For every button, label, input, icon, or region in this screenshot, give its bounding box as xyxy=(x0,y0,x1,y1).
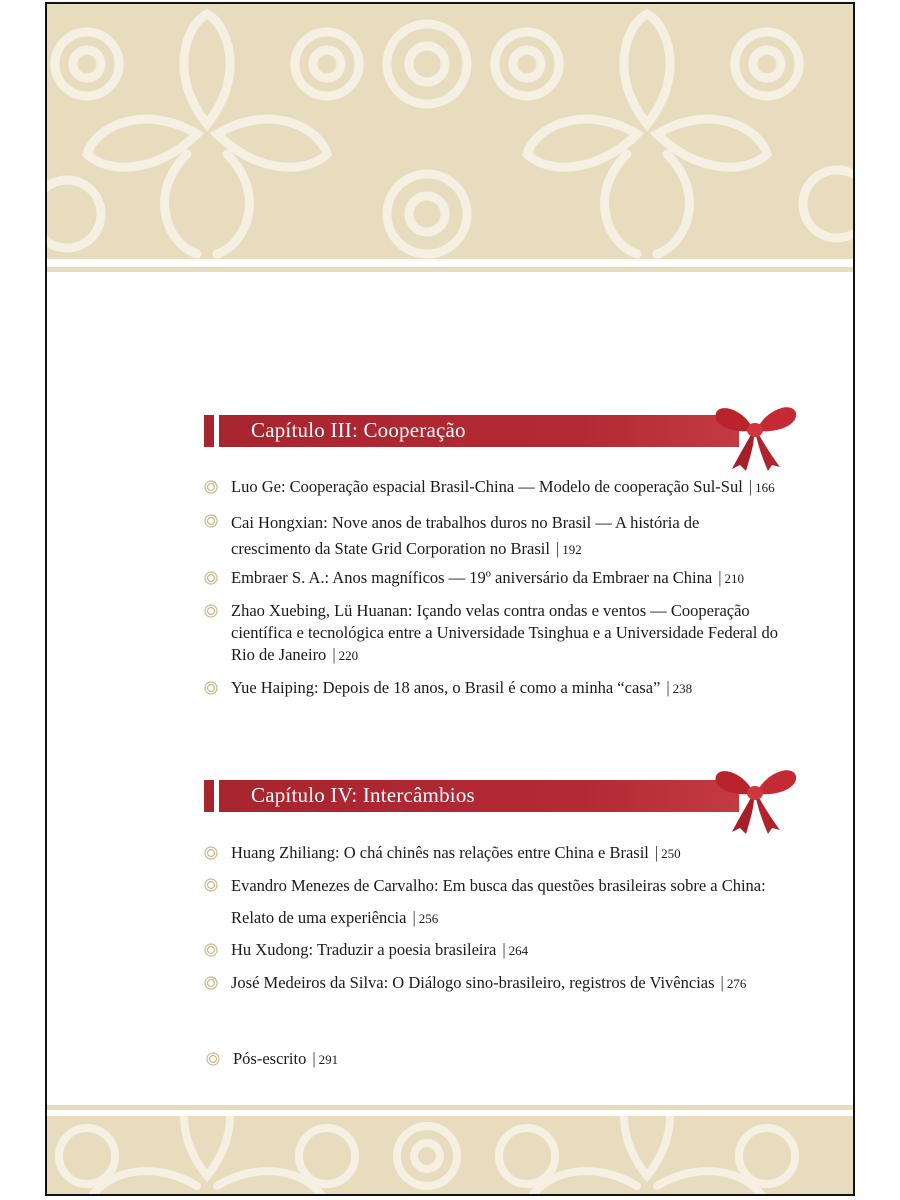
circle-bullet-icon xyxy=(204,976,218,990)
entry-title: Zhao Xuebing, Lü Huanan: Içando velas contra ondas e ventos — Cooperação científica e tecnológica entre a Universidade Tsinghua e a Universidade Federal do Rio de Janeiro xyxy=(231,601,778,664)
book-page xyxy=(45,2,855,1196)
separator: | xyxy=(332,645,336,664)
page-number: 264 xyxy=(508,943,529,958)
entry-title: Luo Ge: Cooperação espacial Brasil-China — Modelo de cooperação Sul-Sul xyxy=(231,477,743,496)
entry-title: Hu Xudong: Traduzir a poesia brasileira xyxy=(231,940,497,959)
separator: | xyxy=(312,1049,316,1068)
floral-pattern-bottom xyxy=(47,1116,853,1194)
circle-bullet-icon xyxy=(204,480,218,494)
page-number: 291 xyxy=(318,1052,339,1067)
chapter-header xyxy=(204,780,744,812)
ribbon-tab xyxy=(204,415,214,447)
separator: | xyxy=(654,843,659,862)
page-number: 256 xyxy=(418,911,439,926)
entry-title: José Medeiros da Silva: O Diálogo sino-brasileiro, registros de Vivências xyxy=(231,973,715,992)
separator: | xyxy=(748,477,753,496)
circle-bullet-icon xyxy=(204,878,218,892)
top-divider-stripe xyxy=(47,267,853,272)
circle-bullet-icon xyxy=(204,571,218,585)
chapter-title: Capítulo IV: Intercâmbios xyxy=(251,783,475,807)
bottom-ornament-band xyxy=(47,1116,853,1194)
page-number: 192 xyxy=(562,542,582,557)
circle-bullet-icon xyxy=(206,1052,220,1066)
entry-title: Pós-escrito xyxy=(233,1049,307,1068)
page-number: 166 xyxy=(755,480,775,495)
separator: | xyxy=(718,568,722,587)
separator: | xyxy=(502,940,506,959)
page-number: 210 xyxy=(724,571,745,586)
entry-title: Embraer S. A.: Anos magníficos — 19º aniversário da Embraer na China xyxy=(231,568,713,587)
chapter-header xyxy=(204,415,744,447)
circle-bullet-icon xyxy=(204,681,218,695)
entry-title: Evandro Menezes de Carvalho: Em busca das questões brasileiras sobre a China: Relato de uma experiência xyxy=(231,876,766,927)
circle-bullet-icon xyxy=(204,846,218,860)
floral-pattern-top xyxy=(47,4,853,259)
page-number: 276 xyxy=(726,976,747,991)
separator: | xyxy=(412,908,416,927)
separator: | xyxy=(555,539,560,558)
bottom-divider-stripe xyxy=(47,1105,853,1110)
page-number: 238 xyxy=(672,681,693,696)
separator: | xyxy=(720,973,724,992)
ribbon-tab xyxy=(204,780,214,812)
entry-title: Yue Haiping: Depois de 18 anos, o Brasil é como a minha “casa” xyxy=(231,678,661,697)
separator: | xyxy=(666,678,670,697)
entry-title: Cai Hongxian: Nove anos de trabalhos duros no Brasil — A história de crescimento da State Grid Corporation no Brasil xyxy=(231,513,700,558)
page-number: 250 xyxy=(661,846,681,861)
circle-bullet-icon xyxy=(204,514,218,528)
chapter-title: Capítulo III: Cooperação xyxy=(251,418,466,442)
top-ornament-band xyxy=(47,4,853,259)
entry-title: Huang Zhiliang: O chá chinês nas relações entre China e Brasil xyxy=(231,843,649,862)
ribbon-bow-icon xyxy=(712,762,798,836)
ribbon-bow-icon xyxy=(712,399,798,473)
circle-bullet-icon xyxy=(204,943,218,957)
circle-bullet-icon xyxy=(204,604,218,618)
page-number: 220 xyxy=(338,648,359,663)
